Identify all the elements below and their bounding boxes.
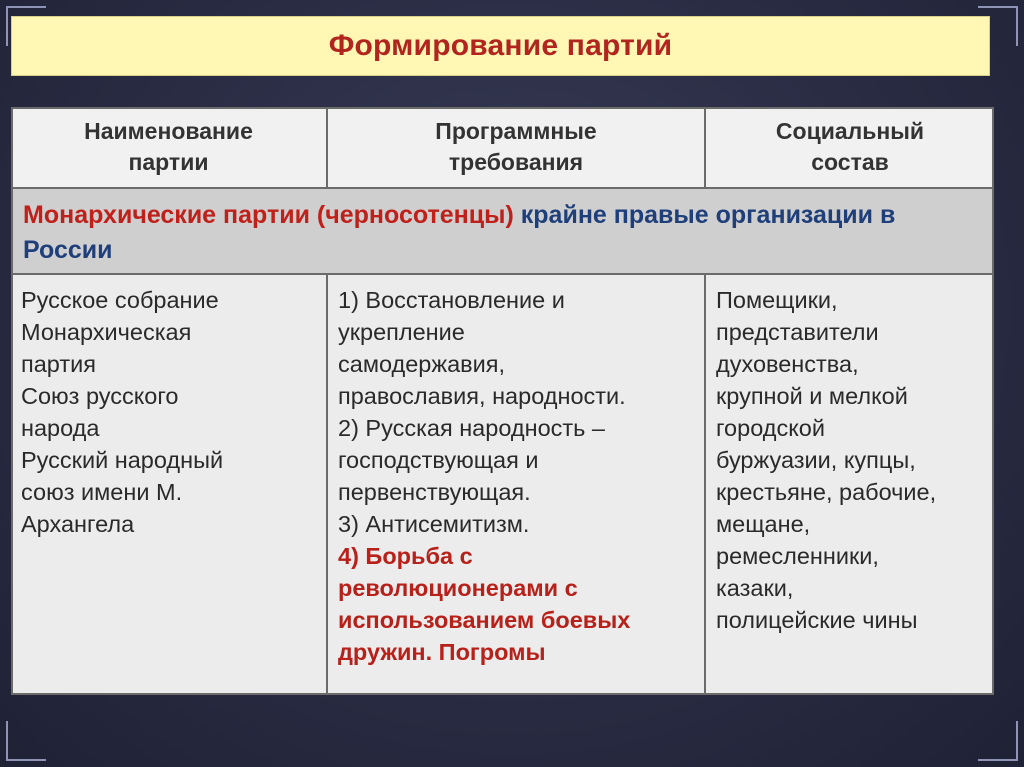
list-item: полицейские чины	[716, 607, 918, 633]
list-item-highlight: использованием боевых	[338, 607, 631, 633]
list-item: союз имени М.	[21, 479, 183, 505]
header-cell-party-name: Наименование партии	[11, 107, 326, 187]
list-item: народа	[21, 415, 100, 441]
table-border-left	[11, 107, 13, 695]
table-divider-1-top	[326, 107, 328, 188]
list-item: православия, народности.	[338, 383, 626, 409]
list-item: Помещики,	[716, 287, 838, 313]
table-border-bottom	[11, 693, 994, 695]
list-item: мещане,	[716, 511, 811, 537]
list-item: укрепление	[338, 319, 465, 345]
frame-corner-bottom-left-v	[6, 721, 8, 761]
list-item: Архангела	[21, 511, 135, 537]
list-item: 2) Русская народность –	[338, 415, 605, 441]
list-item: казаки,	[716, 575, 794, 601]
table-border-header	[11, 187, 994, 189]
list-item: Союз русского	[21, 383, 179, 409]
list-item: представители	[716, 319, 879, 345]
table-divider-1	[326, 273, 328, 695]
page-title: Формирование партий	[328, 29, 673, 62]
frame-corner-top-right-v	[1016, 6, 1018, 46]
section-row-monarchist	[11, 188, 994, 274]
cell-program-demands	[328, 275, 704, 695]
frame-corner-bottom-left-h	[6, 759, 46, 761]
frame-corner-top-left-h	[6, 6, 46, 8]
list-item: Русское собрание	[21, 287, 219, 313]
parties-table	[11, 107, 994, 695]
list-item: партия	[21, 351, 96, 377]
list-item-highlight: 4) Борьба с	[338, 543, 473, 569]
list-item: буржуазии, купцы,	[716, 447, 916, 473]
cell-party-names	[11, 275, 326, 695]
cell-social-composition	[706, 275, 994, 695]
header-cell-program-demands: Программные требования	[328, 107, 704, 187]
table-border-top	[11, 107, 994, 109]
section-title-red: Монархические партии (черносотенцы)	[23, 201, 514, 229]
list-item: крестьяне, рабочие,	[716, 479, 937, 505]
frame-corner-bottom-right-h	[978, 759, 1018, 761]
table-divider-2-top	[704, 107, 706, 188]
section-title-blue: крайне правые организации в России	[23, 201, 896, 264]
list-item: городской	[716, 415, 825, 441]
frame-corner-top-left-v	[6, 6, 8, 46]
table-border-section	[11, 273, 994, 275]
list-item: Монархическая	[21, 319, 192, 345]
list-item: 3) Антисемитизм.	[338, 511, 530, 537]
list-item: Русский народный	[21, 447, 224, 473]
list-item-highlight: дружин. Погромы	[338, 639, 546, 665]
header-cell-social-composition: Социальный состав	[706, 107, 994, 187]
list-item: самодержавия,	[338, 351, 506, 377]
title-banner	[11, 16, 990, 76]
list-item: ремесленники,	[716, 543, 879, 569]
table-border-right	[992, 107, 994, 695]
list-item: духовенства,	[716, 351, 859, 377]
frame-corner-top-right-h	[978, 6, 1018, 8]
list-item: крупной и мелкой	[716, 383, 908, 409]
list-item-highlight: революционерами с	[338, 575, 578, 601]
list-item: господствующая и	[338, 447, 539, 473]
list-item: первенствующая.	[338, 479, 531, 505]
list-item: 1) Восстановление и	[338, 287, 565, 313]
frame-corner-bottom-right-v	[1016, 721, 1018, 761]
table-divider-2	[704, 273, 706, 695]
